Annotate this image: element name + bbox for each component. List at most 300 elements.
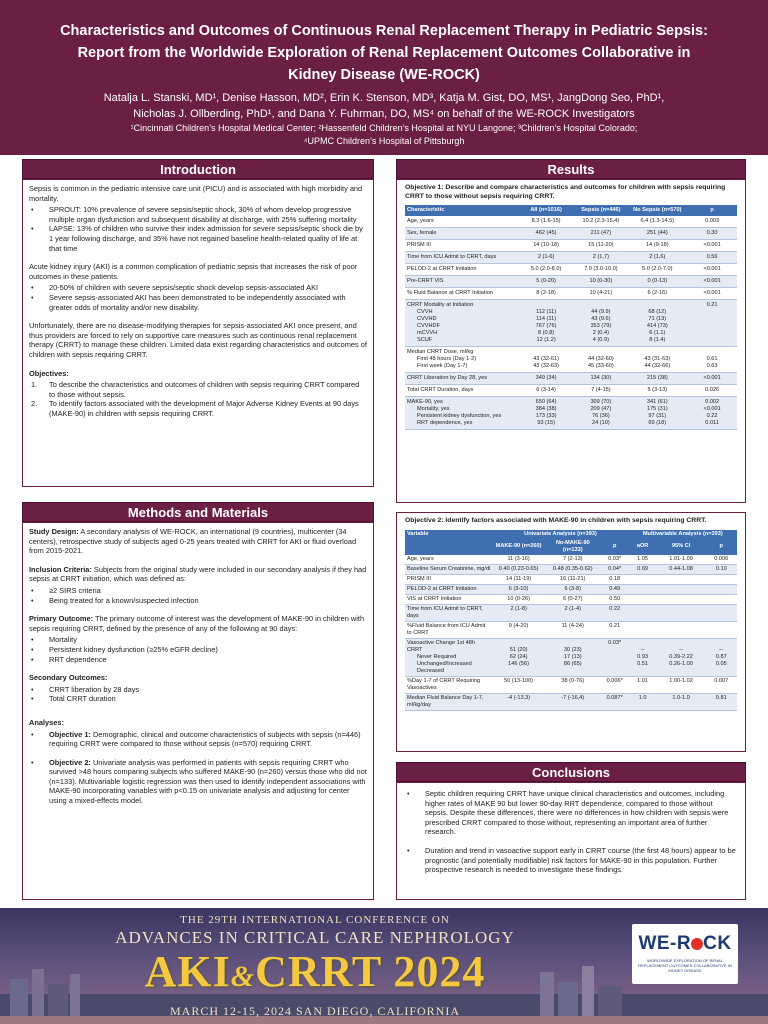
col-multi-p: p bbox=[706, 539, 738, 555]
table-cell bbox=[405, 638, 492, 676]
table-cell bbox=[545, 638, 601, 676]
cell-line: 0.22 bbox=[609, 605, 621, 612]
cell-line bbox=[689, 323, 735, 330]
make90-row bbox=[405, 594, 737, 604]
cell-line: 309 (70) bbox=[590, 399, 612, 405]
cell-line: 0.18 bbox=[609, 575, 621, 582]
table-cell bbox=[545, 584, 601, 594]
cell-line: 8 (2-18) bbox=[536, 290, 556, 296]
cell-line: PELOD-2 at CRRT Initiation bbox=[407, 585, 477, 592]
table-cell bbox=[545, 594, 601, 604]
table-cell bbox=[687, 300, 737, 347]
cell-line bbox=[659, 606, 704, 613]
cell-line: 349 (34) bbox=[535, 375, 557, 381]
col-make90: MAKE-90 (n=260) bbox=[492, 539, 544, 555]
make90-table bbox=[405, 530, 737, 711]
cell-line: 211 (47) bbox=[590, 230, 612, 236]
col-uni-p: p bbox=[601, 539, 629, 555]
cell-line: 62 (24) bbox=[509, 653, 528, 660]
cell-line bbox=[689, 309, 735, 316]
table-cell bbox=[492, 676, 544, 693]
cell-line bbox=[629, 302, 685, 309]
cell-line: 86 (65) bbox=[563, 660, 582, 667]
cell-line bbox=[689, 330, 735, 337]
analysis-1-text: Demographic, clinical and outcome characteristics of subjects with sepsis (n=446) requiring CRRT were compared to those without sepsis (n=570) requiring CRRT. bbox=[49, 729, 361, 749]
table-cell bbox=[405, 397, 518, 430]
aki-text: AKI bbox=[144, 947, 231, 996]
cell-line bbox=[631, 586, 655, 593]
cell-line: 2 (1,6) bbox=[649, 254, 666, 260]
cell-line: 1.00-1.02 bbox=[669, 677, 693, 684]
make90-row bbox=[405, 564, 737, 574]
cell-line: 30 (23) bbox=[563, 646, 582, 653]
table-cell bbox=[574, 288, 627, 300]
results-objective-2 bbox=[396, 512, 746, 752]
cell-line: 8 (1.4) bbox=[649, 337, 666, 343]
cell-line: -4 (-13,3) bbox=[507, 694, 531, 701]
cell-line: 16 (11-21) bbox=[560, 575, 586, 582]
cell-line: CRRT Modality at Initiation bbox=[407, 302, 474, 308]
cell-line: 0.49 bbox=[609, 585, 621, 592]
table-cell bbox=[405, 288, 518, 300]
table-cell bbox=[518, 264, 574, 276]
cell-line: 43 (32-61) bbox=[533, 356, 559, 362]
table-cell bbox=[629, 621, 657, 638]
cell-line: 215 (38) bbox=[646, 375, 668, 381]
primary-outcome bbox=[29, 614, 367, 633]
table-cell bbox=[405, 240, 518, 252]
cell-line: 0.03* bbox=[608, 555, 622, 562]
logo-text-a: WE-R bbox=[638, 933, 692, 954]
cell-line: 0.026 bbox=[705, 387, 720, 393]
cell-line: 50 (13-100) bbox=[504, 677, 534, 684]
table-cell bbox=[687, 385, 737, 397]
make90-row bbox=[405, 621, 737, 638]
cell-line: 7 (2-13) bbox=[562, 555, 583, 562]
table-cell bbox=[518, 240, 574, 252]
cell-line: SCUF bbox=[417, 337, 433, 343]
poster-header bbox=[0, 0, 768, 155]
cell-line bbox=[576, 349, 625, 356]
objective-1 bbox=[29, 380, 367, 399]
make90-row bbox=[405, 584, 737, 594]
table-cell bbox=[518, 216, 574, 228]
author-list bbox=[0, 90, 768, 122]
cell-line: 6 (3-8) bbox=[564, 585, 581, 592]
table-cell bbox=[545, 555, 601, 565]
cell-line: 6 (1.1) bbox=[649, 330, 666, 336]
cell-line: 2 (1-4) bbox=[564, 605, 581, 612]
cell-line bbox=[603, 647, 627, 654]
objective-2-text: To identify factors associated with the development of Major Adverse Kidney Events at 90 days (MAKE-90) in children with sepsis requiring CRRT. bbox=[49, 399, 359, 418]
cell-line: mCVVH bbox=[417, 330, 438, 336]
table-cell bbox=[405, 693, 492, 710]
study-design-label: Study Design: bbox=[29, 527, 79, 536]
analysis-2-text: Univariate analysis was performed in patients with sepsis requiring CRRT who survived >48 hours comparing subjects who suffered MAKE-90 (n=260) versus those who did not (n=133). Multivariable logistic regression was then used to identify independent associations with MAKE-90 incorporating variables with p<0.15 on univariate analysis and adjusting for center using a mixed-effects model. bbox=[49, 757, 367, 806]
table-cell bbox=[545, 676, 601, 693]
cell-line bbox=[708, 596, 736, 603]
cell-line: 1.0-1.0 bbox=[672, 694, 690, 701]
cell-line bbox=[659, 586, 704, 593]
methods-heading: Methods and Materials bbox=[22, 502, 374, 522]
conference-dates: MARCH 12-15, 2024 SAN DIEGO, CALIFORNIA bbox=[169, 1004, 460, 1018]
characteristics-row bbox=[405, 264, 737, 276]
logo-wordmark bbox=[632, 933, 738, 955]
cell-line: Baseline Serum Creatinine, mg/dl bbox=[407, 565, 491, 572]
cell-line: 134 (30) bbox=[590, 375, 612, 381]
cell-line: % Fluid Balance at CRRT Initiation bbox=[407, 290, 493, 296]
table-cell bbox=[657, 693, 706, 710]
cell-line: 0.007 bbox=[714, 677, 729, 684]
table-cell bbox=[601, 693, 629, 710]
cell-line: -7 (-16,4) bbox=[561, 694, 585, 701]
cell-line: 1.0 bbox=[638, 694, 647, 701]
table-cell bbox=[574, 373, 627, 385]
cell-line: PRISM III bbox=[407, 575, 431, 582]
cell-line: 146 (56) bbox=[508, 660, 529, 667]
cell-line: Mortality, yes bbox=[417, 406, 450, 412]
col-univariate: Univariate Analysis (n=393) bbox=[492, 530, 628, 539]
table-cell bbox=[405, 373, 518, 385]
table-cell bbox=[627, 385, 687, 397]
cell-line: 0.10 bbox=[715, 565, 727, 572]
characteristics-table-body bbox=[405, 216, 737, 430]
cell-line: -- bbox=[679, 646, 683, 653]
characteristics-row bbox=[405, 397, 737, 430]
objective-2-title: Objective 2: Identify factors associated with MAKE-90 in children with sepsis requiring CRRT. bbox=[405, 517, 707, 524]
table-cell bbox=[657, 564, 706, 574]
cell-line bbox=[708, 586, 736, 593]
cell-line: 0.50 bbox=[609, 595, 621, 602]
table-cell bbox=[629, 555, 657, 565]
cell-line: 10 (4-21) bbox=[589, 290, 613, 296]
intro-paragraph-3: Unfortunately, there are no disease-modifying therapies for sepsis-associated AKI once present, and thus providers are forced to rely on supportive care measures such as continuous renal replacement therapy (CRRT) to manage these children. Limited data exist regarding characteristics and outcomes of children with sepsis requiring CRRT. bbox=[29, 321, 367, 359]
col-no-sepsis: No Sepsis (n=570) bbox=[627, 205, 687, 216]
cell-line: 0.87 bbox=[715, 653, 727, 660]
cell-line: CVVHD bbox=[417, 316, 437, 322]
primary-bullet-rrt: • RRT dependence bbox=[29, 655, 367, 665]
cell-line: 0.56 bbox=[706, 254, 718, 260]
table-cell bbox=[545, 574, 601, 584]
table-cell bbox=[545, 564, 601, 574]
table-cell bbox=[601, 555, 629, 565]
cell-line: CVVHDF bbox=[417, 323, 440, 329]
cell-line: 6 (3-14) bbox=[536, 387, 556, 393]
cell-line bbox=[708, 623, 736, 630]
table-cell bbox=[574, 240, 627, 252]
table-cell bbox=[687, 288, 737, 300]
cell-line: 0.04* bbox=[608, 565, 622, 572]
table-cell bbox=[629, 574, 657, 584]
cell-line bbox=[603, 661, 627, 668]
cell-line: 0.81 bbox=[715, 694, 727, 701]
cell-line: 5.0 (2.0-8.0) bbox=[530, 266, 562, 272]
table-cell bbox=[518, 228, 574, 240]
cell-line: 0.30 bbox=[706, 230, 718, 236]
authors-line-1: Natalja L. Stanski, MD¹, Denise Hasson, MD², Erin K. Stenson, MD³, Katja M. Gist, DO, MS¹, JangDong Seo, PhD¹, bbox=[103, 92, 665, 104]
conclusions-heading: Conclusions bbox=[396, 762, 746, 782]
table-cell bbox=[627, 397, 687, 430]
table-cell bbox=[492, 594, 544, 604]
conference-line-1: THE 29TH INTERNATIONAL CONFERENCE ON bbox=[180, 914, 450, 926]
cell-line: 44 (9.9) bbox=[591, 309, 611, 315]
objective-1-text: To describe the characteristics and outcomes of children with sepsis requiring CRRT compared to those without sepsis. bbox=[49, 380, 360, 399]
secondary-outcomes-label: Secondary Outcomes: bbox=[29, 673, 108, 683]
cell-line: 14 (9-18) bbox=[645, 242, 669, 248]
table-cell bbox=[687, 228, 737, 240]
table-cell bbox=[405, 555, 492, 565]
col-variable: Variable bbox=[405, 530, 492, 539]
table-cell bbox=[405, 252, 518, 264]
cell-line: 2 (0.4) bbox=[592, 330, 609, 336]
inclusion-criteria bbox=[29, 565, 367, 584]
cell-line: 68 (12) bbox=[648, 309, 667, 315]
col-sepsis: Sepsis (n=446) bbox=[574, 205, 627, 216]
characteristics-row bbox=[405, 252, 737, 264]
objectives-heading: Objectives: bbox=[29, 368, 69, 378]
table-cell bbox=[574, 264, 627, 276]
table-cell bbox=[687, 216, 737, 228]
table-cell bbox=[518, 300, 574, 347]
cell-line: 2 (1,7) bbox=[592, 254, 609, 260]
conference-title bbox=[0, 946, 630, 997]
conference-line-2: ADVANCES IN CRITICAL CARE NEPHROLOGY bbox=[115, 928, 515, 947]
table-cell bbox=[405, 347, 518, 373]
cell-line: <0.001 bbox=[703, 290, 721, 296]
cell-line bbox=[689, 349, 735, 356]
cell-line: 6 (2-16) bbox=[647, 290, 668, 296]
table-cell bbox=[657, 555, 706, 565]
cell-line: Decreased bbox=[417, 667, 445, 674]
cell-line: 11 (3-16) bbox=[507, 555, 530, 562]
table-cell bbox=[545, 604, 601, 621]
table-cell bbox=[574, 347, 627, 373]
intro-bullet-sprout: • SPROUT: 10% prevalence of severe sepsis/septic shock, 30% of whom develop progressive multiple organ dysfunction and subsequent disability at discharge, with 25% suffering mortality bbox=[29, 205, 367, 224]
cell-line: 71 (13) bbox=[648, 316, 667, 322]
cell-line: 1.01-1.09 bbox=[669, 555, 693, 562]
cell-line: <0.001 bbox=[703, 375, 721, 381]
cell-line: 0.006 bbox=[714, 555, 729, 562]
intro-bullet-aki-outcomes: • Severe sepsis-associated AKI has been demonstrated to be independently associated with greater odds of mortality and/or new disability. bbox=[29, 293, 367, 312]
cell-line bbox=[629, 349, 685, 356]
conclusion-bullet-1: • Septic children requiring CRRT have unique clinical characteristics and outcomes, including higher rates of MAKE 90 but lower 90-day RRT dependence, compared to those without sepsis. Despite these differences, there were no differences in how children with sepsis were prescribed CRRT compared to those without, representing an important area of further research. bbox=[405, 789, 737, 837]
table-cell bbox=[405, 276, 518, 288]
table-cell bbox=[601, 594, 629, 604]
table-cell bbox=[627, 228, 687, 240]
make90-table-header bbox=[405, 530, 737, 539]
table-cell bbox=[657, 574, 706, 584]
table-cell bbox=[574, 276, 627, 288]
results-heading: Results bbox=[396, 159, 746, 179]
secondary-bullet-liberation: • CRRT liberation by 28 days bbox=[29, 685, 367, 695]
cell-line bbox=[520, 302, 572, 309]
introduction-heading: Introduction bbox=[22, 159, 374, 179]
characteristics-table bbox=[405, 205, 737, 430]
cell-line: 8.3 (1.6-15) bbox=[531, 218, 561, 224]
cell-line: 251 (44) bbox=[646, 230, 668, 236]
table-cell bbox=[405, 604, 492, 621]
primary-outcome-label: Primary Outcome: bbox=[29, 614, 94, 624]
results-objective-1 bbox=[396, 179, 746, 503]
table-cell bbox=[706, 574, 738, 584]
cell-line: Age, years bbox=[407, 555, 434, 562]
cell-line: MAKE-90, yes bbox=[407, 399, 443, 405]
table-cell bbox=[627, 347, 687, 373]
cell-line: 45 (33-60) bbox=[587, 363, 614, 369]
cell-line: 97 (31) bbox=[648, 413, 667, 419]
cell-line: %Fluid Balance from ICU Admit to CRRT bbox=[407, 622, 486, 636]
cell-line: Never Required bbox=[417, 653, 457, 660]
cell-line: 384 (38) bbox=[535, 406, 557, 412]
analysis-2-label: Objective 2: bbox=[49, 757, 91, 767]
cell-line: 11 (4-24) bbox=[561, 622, 584, 629]
cell-line: Median Fluid Balance Day 1-7, ml/kg/day bbox=[407, 694, 484, 708]
cell-line: 767 (76) bbox=[535, 323, 557, 329]
cell-line: 173 (33) bbox=[535, 413, 557, 419]
cell-line: First 48 hours (Day 1-2) bbox=[417, 356, 477, 362]
table-cell bbox=[601, 564, 629, 574]
cell-line: 7.0 (3.0-10.0) bbox=[584, 266, 618, 272]
cell-line: Vasoactive Change 1st 48h CRRT bbox=[407, 639, 475, 653]
inclusion-bullet-infection: • Being treated for a known/suspected infection bbox=[29, 596, 367, 606]
table-cell bbox=[405, 584, 492, 594]
table-cell bbox=[405, 385, 518, 397]
table-cell bbox=[627, 276, 687, 288]
logo-dot-icon bbox=[691, 938, 703, 950]
table-cell bbox=[687, 276, 737, 288]
cell-line: 0.39-2.22 bbox=[669, 653, 693, 660]
cell-line bbox=[659, 576, 704, 583]
table-cell bbox=[492, 555, 544, 565]
cell-line bbox=[631, 576, 655, 583]
table-cell bbox=[629, 594, 657, 604]
table-cell bbox=[706, 564, 738, 574]
table-cell bbox=[706, 638, 738, 676]
cell-line: 0.22 bbox=[706, 413, 718, 419]
cell-line: 0.087* bbox=[606, 694, 623, 701]
table-cell bbox=[627, 216, 687, 228]
table-cell bbox=[627, 252, 687, 264]
primary-bullet-mortality: • Mortality bbox=[29, 635, 367, 645]
table-cell bbox=[518, 288, 574, 300]
cell-line: Time from ICU Admit to CRRT, days bbox=[407, 254, 497, 260]
table-cell bbox=[405, 594, 492, 604]
cell-line bbox=[689, 337, 735, 344]
table-cell bbox=[601, 604, 629, 621]
table-cell bbox=[492, 621, 544, 638]
cell-line: 10 (0-30) bbox=[589, 278, 613, 284]
table-cell bbox=[627, 373, 687, 385]
cell-line: 0.011 bbox=[705, 420, 719, 426]
cell-line: 0.44-1.08 bbox=[669, 565, 693, 572]
analysis-objective-1 bbox=[29, 730, 367, 749]
cell-line: <0.001 bbox=[703, 278, 721, 284]
intro-paragraph-2: Acute kidney injury (AKI) is a common complication of pediatric sepsis that increases the risk of poor outcomes in these patients. bbox=[29, 262, 358, 281]
cell-line: 14 (10-18) bbox=[533, 242, 559, 248]
we-rock-logo bbox=[632, 924, 738, 984]
objective-1-title: Objective 1: Describe and compare characteristics and outcomes for children with sepsis requiring CRRT to those without sepsis requiring CRRT. bbox=[405, 184, 726, 200]
cell-line: <0.001 bbox=[703, 406, 721, 412]
table-cell bbox=[706, 621, 738, 638]
cell-line: 6.4 (1.3-14.5) bbox=[640, 218, 675, 224]
cell-line: 9 (4-20) bbox=[508, 622, 529, 629]
table-cell bbox=[706, 594, 738, 604]
intro-bullet-aki-rate: • 20-50% of children with severe sepsis/septic shock develop sepsis-associated AKI bbox=[29, 283, 367, 293]
cell-line: -- bbox=[719, 646, 724, 653]
table-cell bbox=[405, 574, 492, 584]
table-cell bbox=[405, 264, 518, 276]
logo-text-b: CK bbox=[703, 933, 732, 954]
cell-line: -- bbox=[640, 646, 645, 653]
table-cell bbox=[405, 676, 492, 693]
table-cell bbox=[405, 564, 492, 574]
table-cell bbox=[687, 264, 737, 276]
cell-line bbox=[631, 623, 655, 630]
cell-line: 10 (0-26) bbox=[507, 595, 530, 602]
table-cell bbox=[574, 216, 627, 228]
cell-line: 0.05 bbox=[715, 660, 727, 667]
table-cell bbox=[687, 252, 737, 264]
cell-line: 0.69 bbox=[637, 565, 649, 572]
cell-line: 0.51 bbox=[637, 660, 649, 667]
col-all: All (n=1016) bbox=[518, 205, 574, 216]
secondary-bullet-duration: • Total CRRT duration bbox=[29, 694, 367, 704]
table-cell bbox=[405, 300, 518, 347]
table-cell bbox=[518, 397, 574, 430]
analyses-label: Analyses: bbox=[29, 717, 64, 727]
col-blank bbox=[405, 539, 492, 555]
characteristics-table-header bbox=[405, 205, 737, 216]
conclusion-bullet-2: • Duration and trend in vasoactive support early in CRRT course (the first 48 hours) appear to be prognostic (and potentially modifiable) risk factors for MAKE-90 in this population. Further prospective research is needed to investigate these findings. bbox=[405, 846, 737, 875]
table-cell bbox=[627, 300, 687, 347]
cell-line: PELOD-2 at CRRT Initiation bbox=[407, 266, 477, 272]
cell-line: %Day 1-7 of CRRT Requiring Vasoactives bbox=[407, 677, 481, 691]
poster-title: Characteristics and Outcomes of Continuous Renal Replacement Therapy in Pediatric Sepsis: Report from the Worldwide Exploration of Renal Replacement Outcomes Collaborative in Kidney Disease (WE-ROCK) bbox=[60, 23, 708, 83]
table-cell bbox=[601, 676, 629, 693]
table-cell bbox=[706, 604, 738, 621]
table-cell bbox=[574, 397, 627, 430]
table-cell bbox=[601, 574, 629, 584]
table-cell bbox=[657, 604, 706, 621]
cell-line: Age, years bbox=[407, 218, 434, 224]
table-cell bbox=[405, 621, 492, 638]
cell-line: VIS at CRRT Initiation bbox=[407, 595, 462, 602]
cell-line: 0.48 (0.35-0.62) bbox=[552, 565, 593, 572]
affil-line-2: ⁴UPMC Children’s Hospital of Pittsburgh bbox=[303, 136, 465, 146]
cell-line bbox=[631, 606, 655, 613]
intro-bullet-lapse: • LAPSE: 13% of children who survive their index admission for severe sepsis/septic shock die by 1 year following discharge, and 35% have not regained baseline health-related quality of life at that time bbox=[29, 224, 367, 253]
table-cell bbox=[629, 676, 657, 693]
analysis-objective-2 bbox=[29, 758, 367, 806]
ampersand: & bbox=[230, 960, 256, 993]
cell-line: 0.93 bbox=[637, 653, 649, 660]
cell-line: 0.26-1.00 bbox=[669, 660, 693, 667]
table-cell bbox=[492, 564, 544, 574]
objective-1-number: 1. bbox=[31, 380, 38, 390]
authors-line-2: Nicholas J. Ollberding, PhD¹, and Dana Y. Fuhrman, DO, MS⁴ on behalf of the WE-ROCK Investigators bbox=[133, 108, 635, 120]
cell-line: 12 (1.2) bbox=[536, 337, 556, 343]
table-cell bbox=[492, 604, 544, 621]
cell-line: 414 (73) bbox=[646, 323, 668, 329]
table-cell bbox=[601, 584, 629, 594]
cell-line bbox=[708, 640, 736, 647]
table-cell bbox=[706, 555, 738, 565]
cell-line: RRT dependence, yes bbox=[417, 420, 473, 426]
make90-row bbox=[405, 638, 737, 676]
study-design bbox=[29, 527, 367, 556]
table-cell bbox=[545, 693, 601, 710]
affil-line-1: ¹Cincinnati Children’s Hospital Medical Center; ²Hassenfeld Children’s Hospital at NYU Langone; ³Children’s Hospital Colorado; bbox=[130, 123, 638, 133]
